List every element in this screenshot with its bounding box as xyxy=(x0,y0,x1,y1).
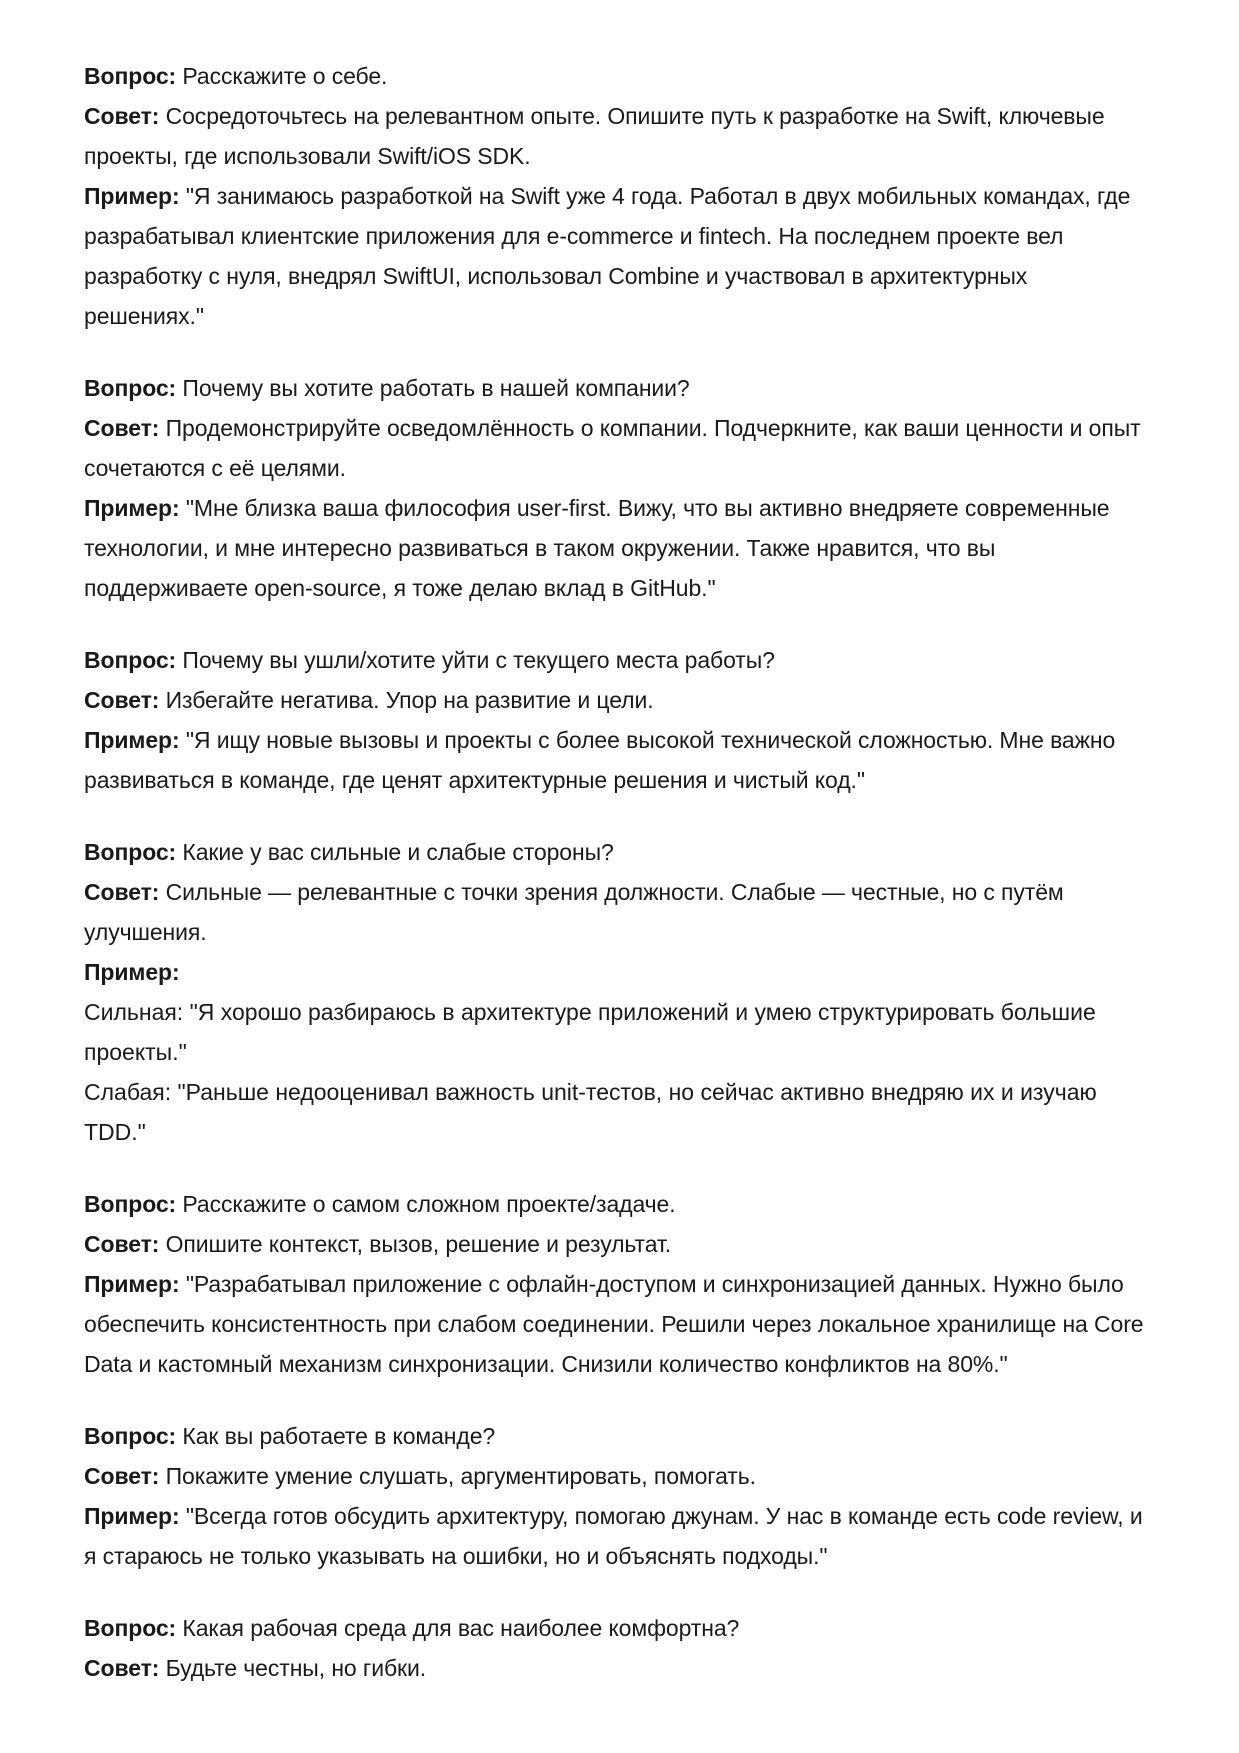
example-text: "Всегда готов обсудить архитектуру, помогаю джунам. У нас в команде есть code review, и я стараюсь не только указывать на ошибки, но и объяснять подходы." xyxy=(84,1503,1143,1569)
question-label: Вопрос: xyxy=(84,1423,177,1449)
advice-text: Покажите умение слушать, аргументировать, помогать. xyxy=(165,1463,756,1489)
question-text: Какая рабочая среда для вас наиболее комфортна? xyxy=(182,1615,740,1641)
question-line xyxy=(84,368,1149,408)
example-text: "Я ищу новые вызовы и проекты с более высокой технической сложностью. Мне важно развиваться в команде, где ценят архитектурные решения и чистый код." xyxy=(84,727,1116,793)
qa-block-strengths-weaknesses xyxy=(84,832,1149,1152)
qa-block-why-leave xyxy=(84,640,1149,800)
example-text: "Я занимаюсь разработкой на Swift уже 4 года. Работал в двух мобильных командах, где разрабатывал клиентские приложения для e-commerce и fintech. На последнем проекте вел разработку с нуля, внедрял SwiftUI, использовал Combine и участвовал в архитектурных решениях." xyxy=(84,183,1131,329)
question-label: Вопрос: xyxy=(84,375,177,401)
advice-text: Сильные — релевантные с точки зрения должности. Слабые — честные, но с путём улучшения. xyxy=(84,879,1064,945)
question-text: Как вы работаете в команде? xyxy=(182,1423,496,1449)
question-label: Вопрос: xyxy=(84,839,177,865)
example-line xyxy=(84,1496,1149,1576)
advice-label: Совет: xyxy=(84,415,160,441)
advice-line xyxy=(84,96,1149,176)
advice-line xyxy=(84,1456,1149,1496)
advice-line xyxy=(84,1224,1149,1264)
example-label: Пример: xyxy=(84,495,180,521)
advice-text: Будьте честны, но гибки. xyxy=(165,1655,427,1681)
example-text: "Мне близка ваша философия user-first. Вижу, что вы активно внедряете современные технологии, и мне интересно развиваться в таком окружении. Также нравится, что вы поддерживаете open-source, я тоже делаю вклад в GitHub." xyxy=(84,495,1110,601)
advice-text: Опишите контекст, вызов, решение и результат. xyxy=(165,1231,672,1257)
advice-line xyxy=(84,680,1149,720)
advice-line xyxy=(84,872,1149,952)
example-weakness: Слабая: "Раньше недооценивал важность unit-тестов, но сейчас активно внедряю их и изучаю TDD." xyxy=(84,1079,1097,1145)
question-line xyxy=(84,1184,1149,1224)
example-text: "Разрабатывал приложение с офлайн-доступом и синхронизацией данных. Нужно было обеспечить консистентность при слабом соединении. Решили через локальное хранилище на Core Data и кастомный механизм синхронизации. Снизили количество конфликтов на 80%." xyxy=(84,1271,1144,1377)
advice-line xyxy=(84,1648,1149,1688)
question-text: Какие у вас сильные и слабые стороны? xyxy=(182,839,614,865)
example-label: Пример: xyxy=(84,727,180,753)
advice-label: Совет: xyxy=(84,879,160,905)
advice-label: Совет: xyxy=(84,103,160,129)
question-text: Расскажите о себе. xyxy=(182,63,388,89)
qa-block-about-self xyxy=(84,56,1149,336)
advice-text: Сосредоточьтесь на релевантном опыте. Опишите путь к разработке на Swift, ключевые проекты, где использовали Swift/iOS SDK. xyxy=(84,103,1105,169)
question-label: Вопрос: xyxy=(84,1191,177,1217)
example-label: Пример: xyxy=(84,1503,180,1529)
example-line xyxy=(84,1264,1149,1384)
advice-text: Избегайте негатива. Упор на развитие и цели. xyxy=(165,687,654,713)
question-line xyxy=(84,1416,1149,1456)
question-line xyxy=(84,640,1149,680)
question-label: Вопрос: xyxy=(84,1615,177,1641)
qa-block-work-environment xyxy=(84,1608,1149,1688)
advice-label: Совет: xyxy=(84,1231,160,1257)
example-label: Пример: xyxy=(84,183,180,209)
example-label: Пример: xyxy=(84,959,180,985)
qa-block-teamwork xyxy=(84,1416,1149,1576)
advice-text: Продемонстрируйте осведомлённость о компании. Подчеркните, как ваши ценности и опыт сочетаются с её целями. xyxy=(84,415,1141,481)
qa-block-hardest-project xyxy=(84,1184,1149,1384)
question-line xyxy=(84,832,1149,872)
question-label: Вопрос: xyxy=(84,63,177,89)
qa-block-why-company xyxy=(84,368,1149,608)
example-label: Пример: xyxy=(84,1271,180,1297)
example-line xyxy=(84,488,1149,608)
advice-line xyxy=(84,408,1149,488)
example-strength: Сильная: "Я хорошо разбираюсь в архитектуре приложений и умею структурировать большие проекты." xyxy=(84,999,1096,1065)
question-line xyxy=(84,1608,1149,1648)
question-text: Почему вы ушли/хотите уйти с текущего места работы? xyxy=(182,647,775,673)
question-label: Вопрос: xyxy=(84,647,177,673)
question-line xyxy=(84,56,1149,96)
example-line xyxy=(84,720,1149,800)
question-text: Почему вы хотите работать в нашей компании? xyxy=(182,375,690,401)
advice-label: Совет: xyxy=(84,687,160,713)
question-text: Расскажите о самом сложном проекте/задаче. xyxy=(182,1191,676,1217)
advice-label: Совет: xyxy=(84,1463,160,1489)
example-line xyxy=(84,176,1149,336)
advice-label: Совет: xyxy=(84,1655,160,1681)
example-line xyxy=(84,952,1149,992)
